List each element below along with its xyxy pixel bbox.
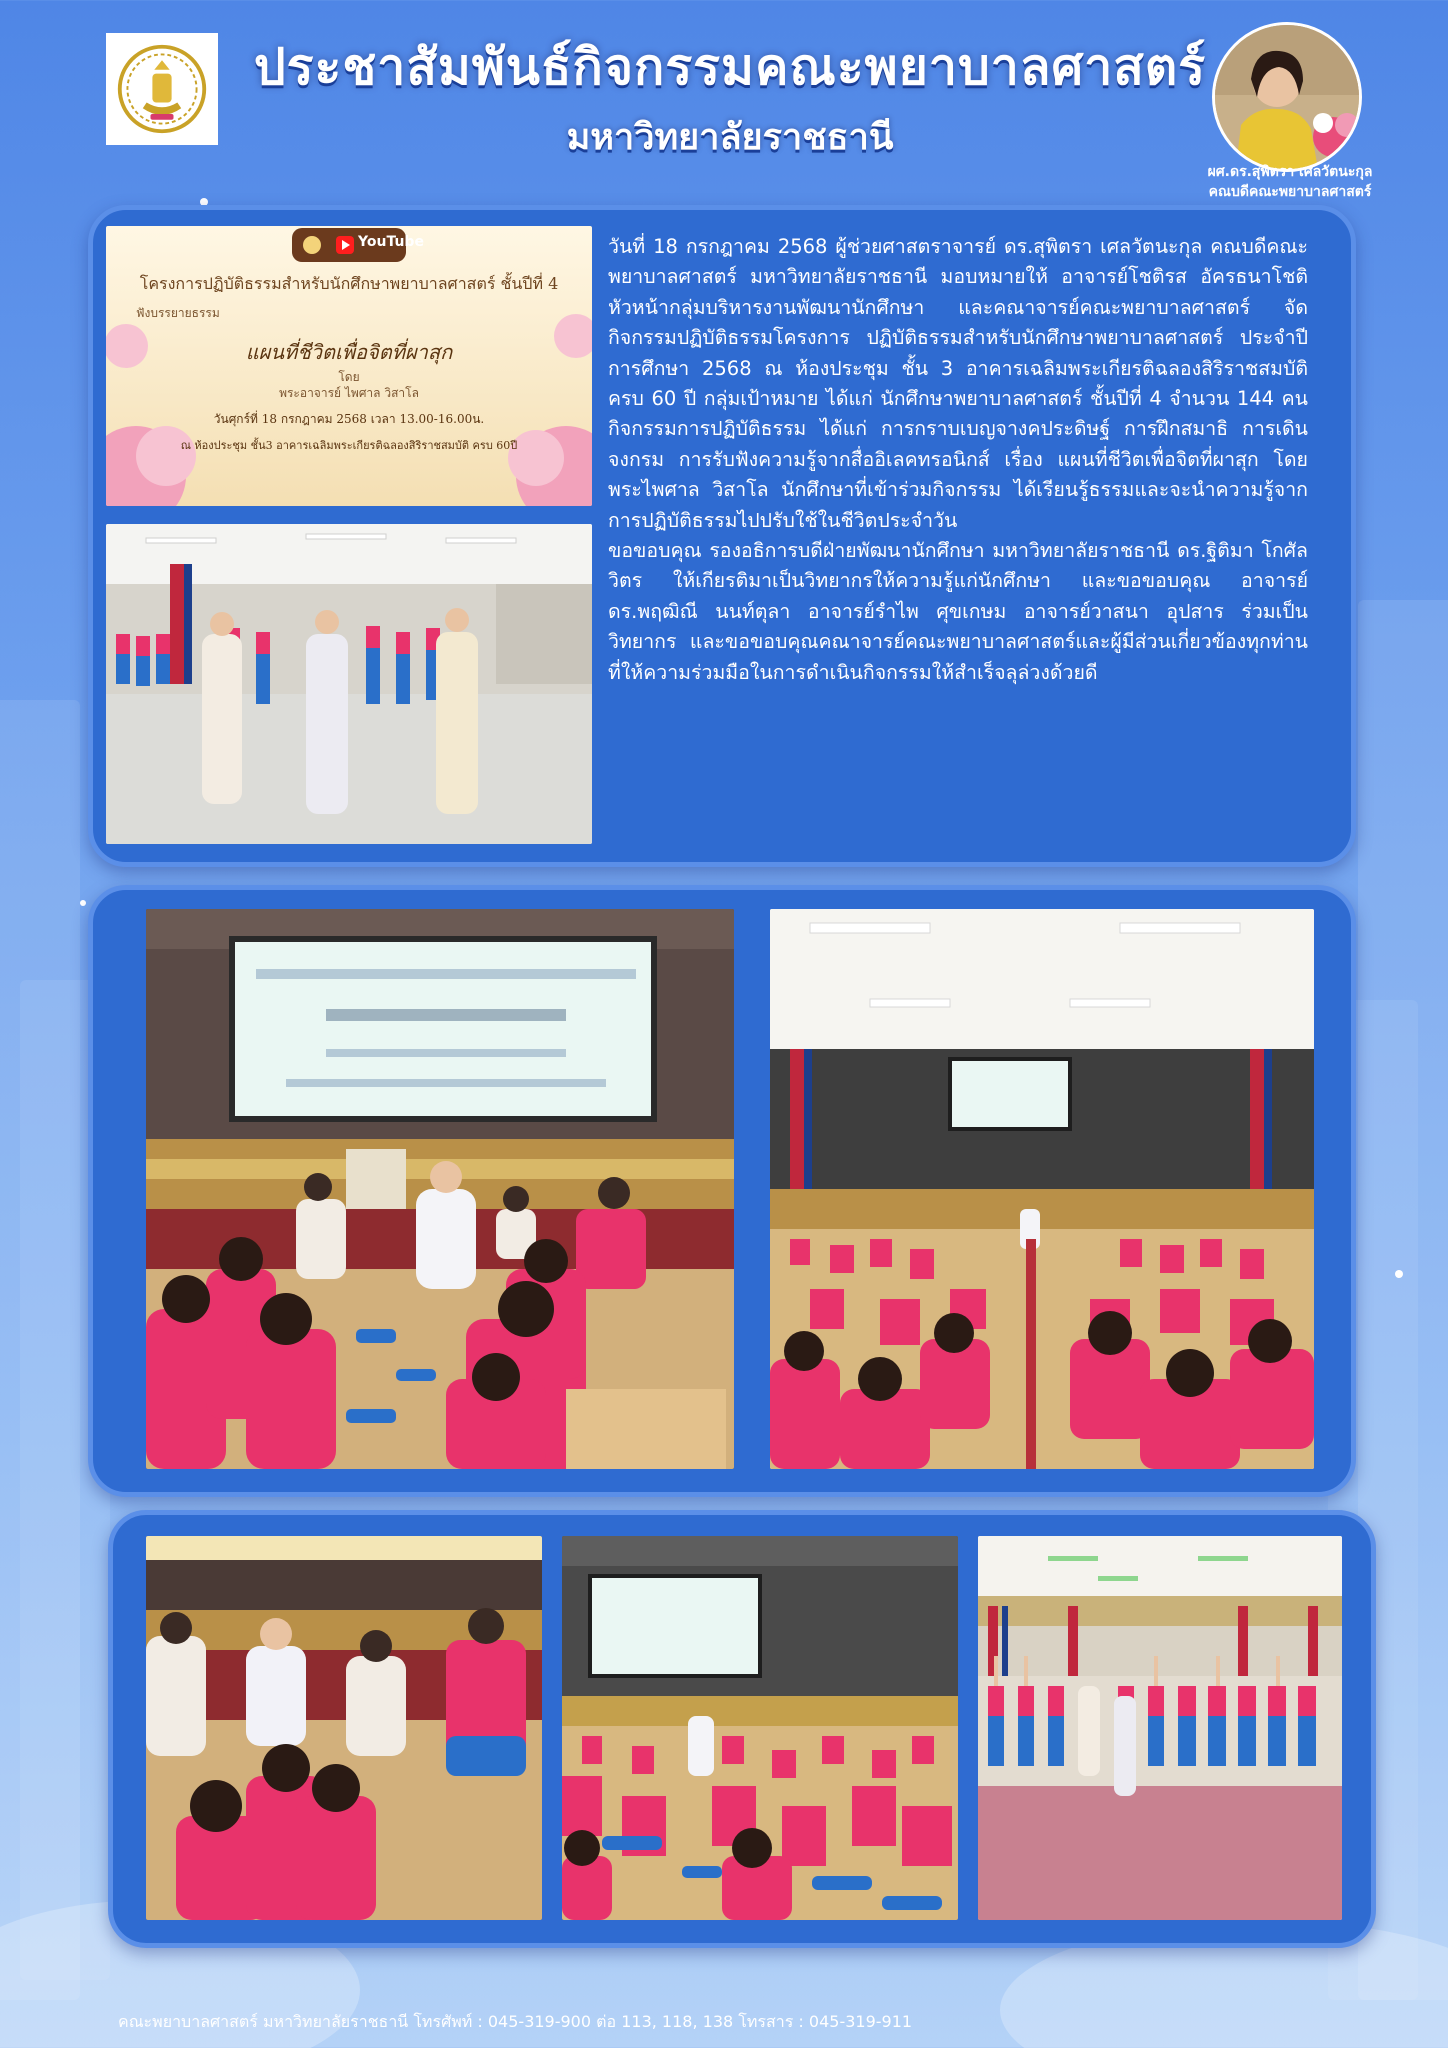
footer-contact: คณะพยาบาลศาสตร์ มหาวิทยาลัยราชธานี โทรศัพท์ : 045-319-900 ต่อ 113, 118, 138 โทรสาร : 045-319-911 (118, 2012, 913, 2031)
event-poster-image (106, 226, 592, 506)
poster-venue: ณ ห้องประชุม ชั้น3 อาคารเฉลิมพระเกียรติฉลองสิริราชสมบัติ ครบ 60ปี (180, 439, 518, 452)
youtube-label: YouTube (358, 234, 424, 250)
dean-photo (1212, 22, 1362, 172)
dean-title: คณบดีคณะพยาบาลศาสตร์ (1208, 184, 1372, 200)
poster-session-label: ฟังบรรยายธรรม (136, 306, 220, 320)
page-title: ประชาสัมพันธ์กิจกรรมคณะพยาบาลศาสตร์ (253, 38, 1207, 96)
decor-dot (1395, 1270, 1403, 1278)
poster-talk-title: แผนที่ชีวิตเพื่อจิตที่ผาสุก (245, 340, 453, 364)
page-subtitle: มหาวิทยาลัยราชธานี (566, 117, 894, 158)
dean-name: ผศ.ดร.สุพิตรา เศลวัตนะกุล (1207, 164, 1373, 180)
article-paragraph-2: ขอขอบคุณ รองอธิการบดีฝ่ายพัฒนานักศึกษา มหาวิทยาลัยราชธานี ดร.ฐิติมา โกศัลวิตร ให้เกียรติมาเป็นวิทยากรให้ความรู้แก่นักศึกษา และขอขอบคุณ อาจารย์ ดร.พฤฒิณี นนท์ตุลา อาจารย์รำไพ ศุขเกษม อาจารย์วาสนา อุปสาร ร่วมเป็นวิทยากร และขอขอบคุณคณาจารย์คณะพยาบาลศาสตร์และผู้มีส่วนเกี่ยวข้องทุกท่านที่ให้ความร่วมมือในการดำเนินกิจกรรมให้สำเร็จลุล่วงด้วยดี (608, 539, 1308, 684)
university-logo (106, 33, 218, 145)
poster-speaker: พระอาจารย์ ไพศาล วิสาโล (279, 386, 419, 400)
meditation-hall-photo-2 (770, 909, 1314, 1469)
university-emblem-icon (114, 41, 210, 137)
poster-by-label: โดย (338, 370, 360, 384)
meditation-session-photo (562, 1536, 958, 1920)
morning-exercise-photo (978, 1536, 1342, 1920)
article-body (608, 232, 1308, 688)
poster-datetime: วันศุกร์ที่ 18 กรกฎาคม 2568 เวลา 13.00-16.00น. (213, 412, 485, 426)
dean-caption (1140, 162, 1440, 202)
speakers-photo (146, 1536, 542, 1920)
decor-dot (80, 900, 86, 906)
walking-meditation-photo (106, 524, 592, 844)
article-paragraph-1: วันที่ 18 กรกฎาคม 2568 ผู้ช่วยศาสตราจารย์ ดร.สุพิตรา เศลวัตนะกุล คณบดีคณะพยาบาลศาสตร์ มหาวิทยาลัยราชธานี มอบหมายให้ อาจารย์โชติรส อัครธนาโชติ หัวหน้ากลุ่มบริหารงานพัฒนานักศึกษา และคณาจารย์คณะพยาบาลศาสตร์ จัดกิจกรรมปฏิบัติธรรมโครงการ ปฏิบัติธรรมสำหรับนักศึกษาพยาบาลศาสตร์ ประจำปีการศึกษา 2568 ณ ห้องประชุม ชั้น 3 อาคารเฉลิมพระเกียรติฉลองสิริราชสมบัติ ครบ 60 ปี กลุ่มเป้าหมาย ได้แก่ นักศึกษาพยาบาลศาสตร์ ชั้นปีที่ 4 จำนวน 144 คน กิจกรรมการปฏิบัติธรรม ได้แก่ การกราบเบญจางคประดิษฐ์ การฝึกสมาธิ การเดินจงกรม การรับฟังความรู้จากสื่ออิเลคทรอนิกส์ เรื่อง แผนที่ชีวิตเพื่อจิตที่ผาสุก โดย พระไพศาล วิสาโล นักศึกษาที่เข้าร่วมกิจกรรม ได้เรียนรู้ธรรมและจะนำความรู้จากการปฏิบัติธรรมไปปรับใช้ในชีวิตประจำวัน (608, 235, 1308, 532)
meditation-hall-photo-1 (146, 909, 734, 1469)
poster-project-title: โครงการปฏิบัติธรรมสำหรับนักศึกษาพยาบาลศาสตร์ ชั้นปีที่ 4 (139, 274, 559, 293)
